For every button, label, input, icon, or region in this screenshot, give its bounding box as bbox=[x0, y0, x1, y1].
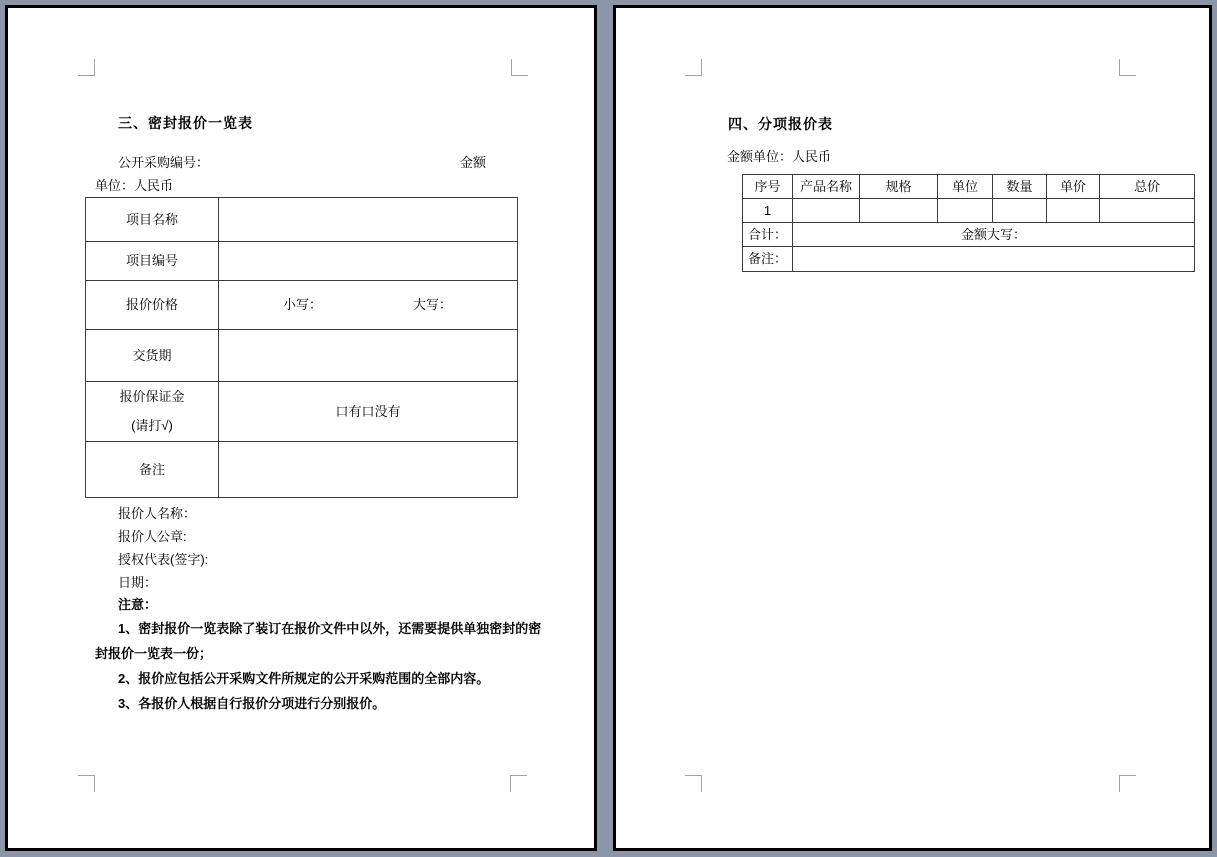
remark-value-cell[interactable] bbox=[793, 247, 1194, 271]
text-boundary-mark-bottom-right bbox=[510, 775, 527, 792]
col-header-unit: 单位 bbox=[938, 175, 993, 199]
itemized-quote-table bbox=[742, 174, 1195, 272]
note-line-2: 2、报价应包括公开采购文件所规定的公开采购范围的全部内容。 bbox=[118, 671, 490, 686]
item-row-serial-no: 1 bbox=[743, 199, 793, 223]
text-boundary-mark-top-right bbox=[511, 59, 528, 76]
page-2-itemized-quote-sheet[interactable] bbox=[613, 5, 1212, 851]
item-row-quantity-cell[interactable] bbox=[993, 199, 1047, 223]
notice-heading: 注意： bbox=[118, 597, 158, 612]
page1-title: 三、密封报价一览表 bbox=[118, 115, 253, 131]
item-row-total-price-cell[interactable] bbox=[1100, 199, 1194, 223]
note-line-3: 3、各报价人根据自行报价分项进行分别报价。 bbox=[118, 696, 386, 711]
text-boundary-mark-bottom-right bbox=[1119, 775, 1136, 792]
col-header-product-name: 产品名称 bbox=[793, 175, 860, 199]
delivery-period-value-cell[interactable] bbox=[219, 330, 517, 382]
amount-word: 金额 bbox=[460, 155, 487, 170]
note-line-1: 1、密封报价一览表除了装订在报价文件中以外，还需要提供单独密封的密 bbox=[118, 621, 542, 636]
remark-row-label: 备注： bbox=[743, 247, 793, 271]
text-boundary-mark-top-left bbox=[685, 59, 702, 76]
row-label-project-name: 项目名称 bbox=[86, 198, 219, 242]
text-boundary-mark-top-right bbox=[1119, 59, 1136, 76]
sealed-quote-table bbox=[85, 197, 518, 498]
item-row-unit-cell[interactable] bbox=[938, 199, 993, 223]
procurement-number-label: 公开采购编号： bbox=[118, 155, 210, 170]
currency-unit-line: 单位：人民币 bbox=[95, 178, 174, 193]
row-label-delivery-period: 交货期 bbox=[86, 330, 219, 382]
col-header-unit-price: 单价 bbox=[1047, 175, 1100, 199]
amount-unit-line: 金额单位：人民币 bbox=[727, 149, 832, 164]
signature-line-authorized-rep: 授权代表(签字): bbox=[118, 552, 209, 567]
item-row-spec-cell[interactable] bbox=[860, 199, 938, 223]
text-boundary-mark-bottom-left bbox=[685, 775, 702, 792]
text-boundary-mark-top-left bbox=[78, 59, 95, 76]
quote-price-value-cell[interactable] bbox=[219, 281, 517, 330]
project-number-value-cell[interactable] bbox=[219, 242, 517, 281]
row-label-bid-bond bbox=[86, 382, 219, 442]
item-row-product-name-cell[interactable] bbox=[793, 199, 860, 223]
bid-bond-label-line2: (请打√) bbox=[131, 418, 173, 433]
remarks-value-cell[interactable] bbox=[219, 442, 517, 497]
project-name-value-cell[interactable] bbox=[219, 198, 517, 242]
total-amount-in-words-cell[interactable]: 金额大写： bbox=[793, 223, 1194, 247]
page2-title: 四、分项报价表 bbox=[728, 116, 833, 132]
row-label-project-number: 项目编号 bbox=[86, 242, 219, 281]
price-words-label: 大写： bbox=[413, 297, 453, 312]
text-boundary-mark-bottom-left bbox=[78, 775, 95, 792]
bid-bond-checkbox-cell[interactable]: 口有口没有 bbox=[219, 382, 517, 442]
row-label-remarks: 备注 bbox=[86, 442, 219, 497]
total-row-label: 合计： bbox=[743, 223, 793, 247]
col-header-serial-no: 序号 bbox=[743, 175, 793, 199]
row-label-quote-price: 报价价格 bbox=[86, 281, 219, 330]
bid-bond-label-line1: 报价保证金 bbox=[119, 389, 185, 404]
signature-line-bidder-name: 报价人名称： bbox=[118, 506, 197, 521]
signature-line-date: 日期： bbox=[118, 575, 158, 590]
price-numerals-label: 小写： bbox=[283, 297, 323, 312]
signature-line-bidder-seal: 报价人公章: bbox=[118, 529, 187, 544]
page-1-sealed-quote-sheet[interactable] bbox=[5, 5, 597, 851]
col-header-spec: 规格 bbox=[860, 175, 938, 199]
note-line-1-continued: 封报价一览表一份； bbox=[95, 646, 213, 661]
col-header-quantity: 数量 bbox=[993, 175, 1047, 199]
col-header-total-price: 总价 bbox=[1100, 175, 1194, 199]
item-row-unit-price-cell[interactable] bbox=[1047, 199, 1100, 223]
